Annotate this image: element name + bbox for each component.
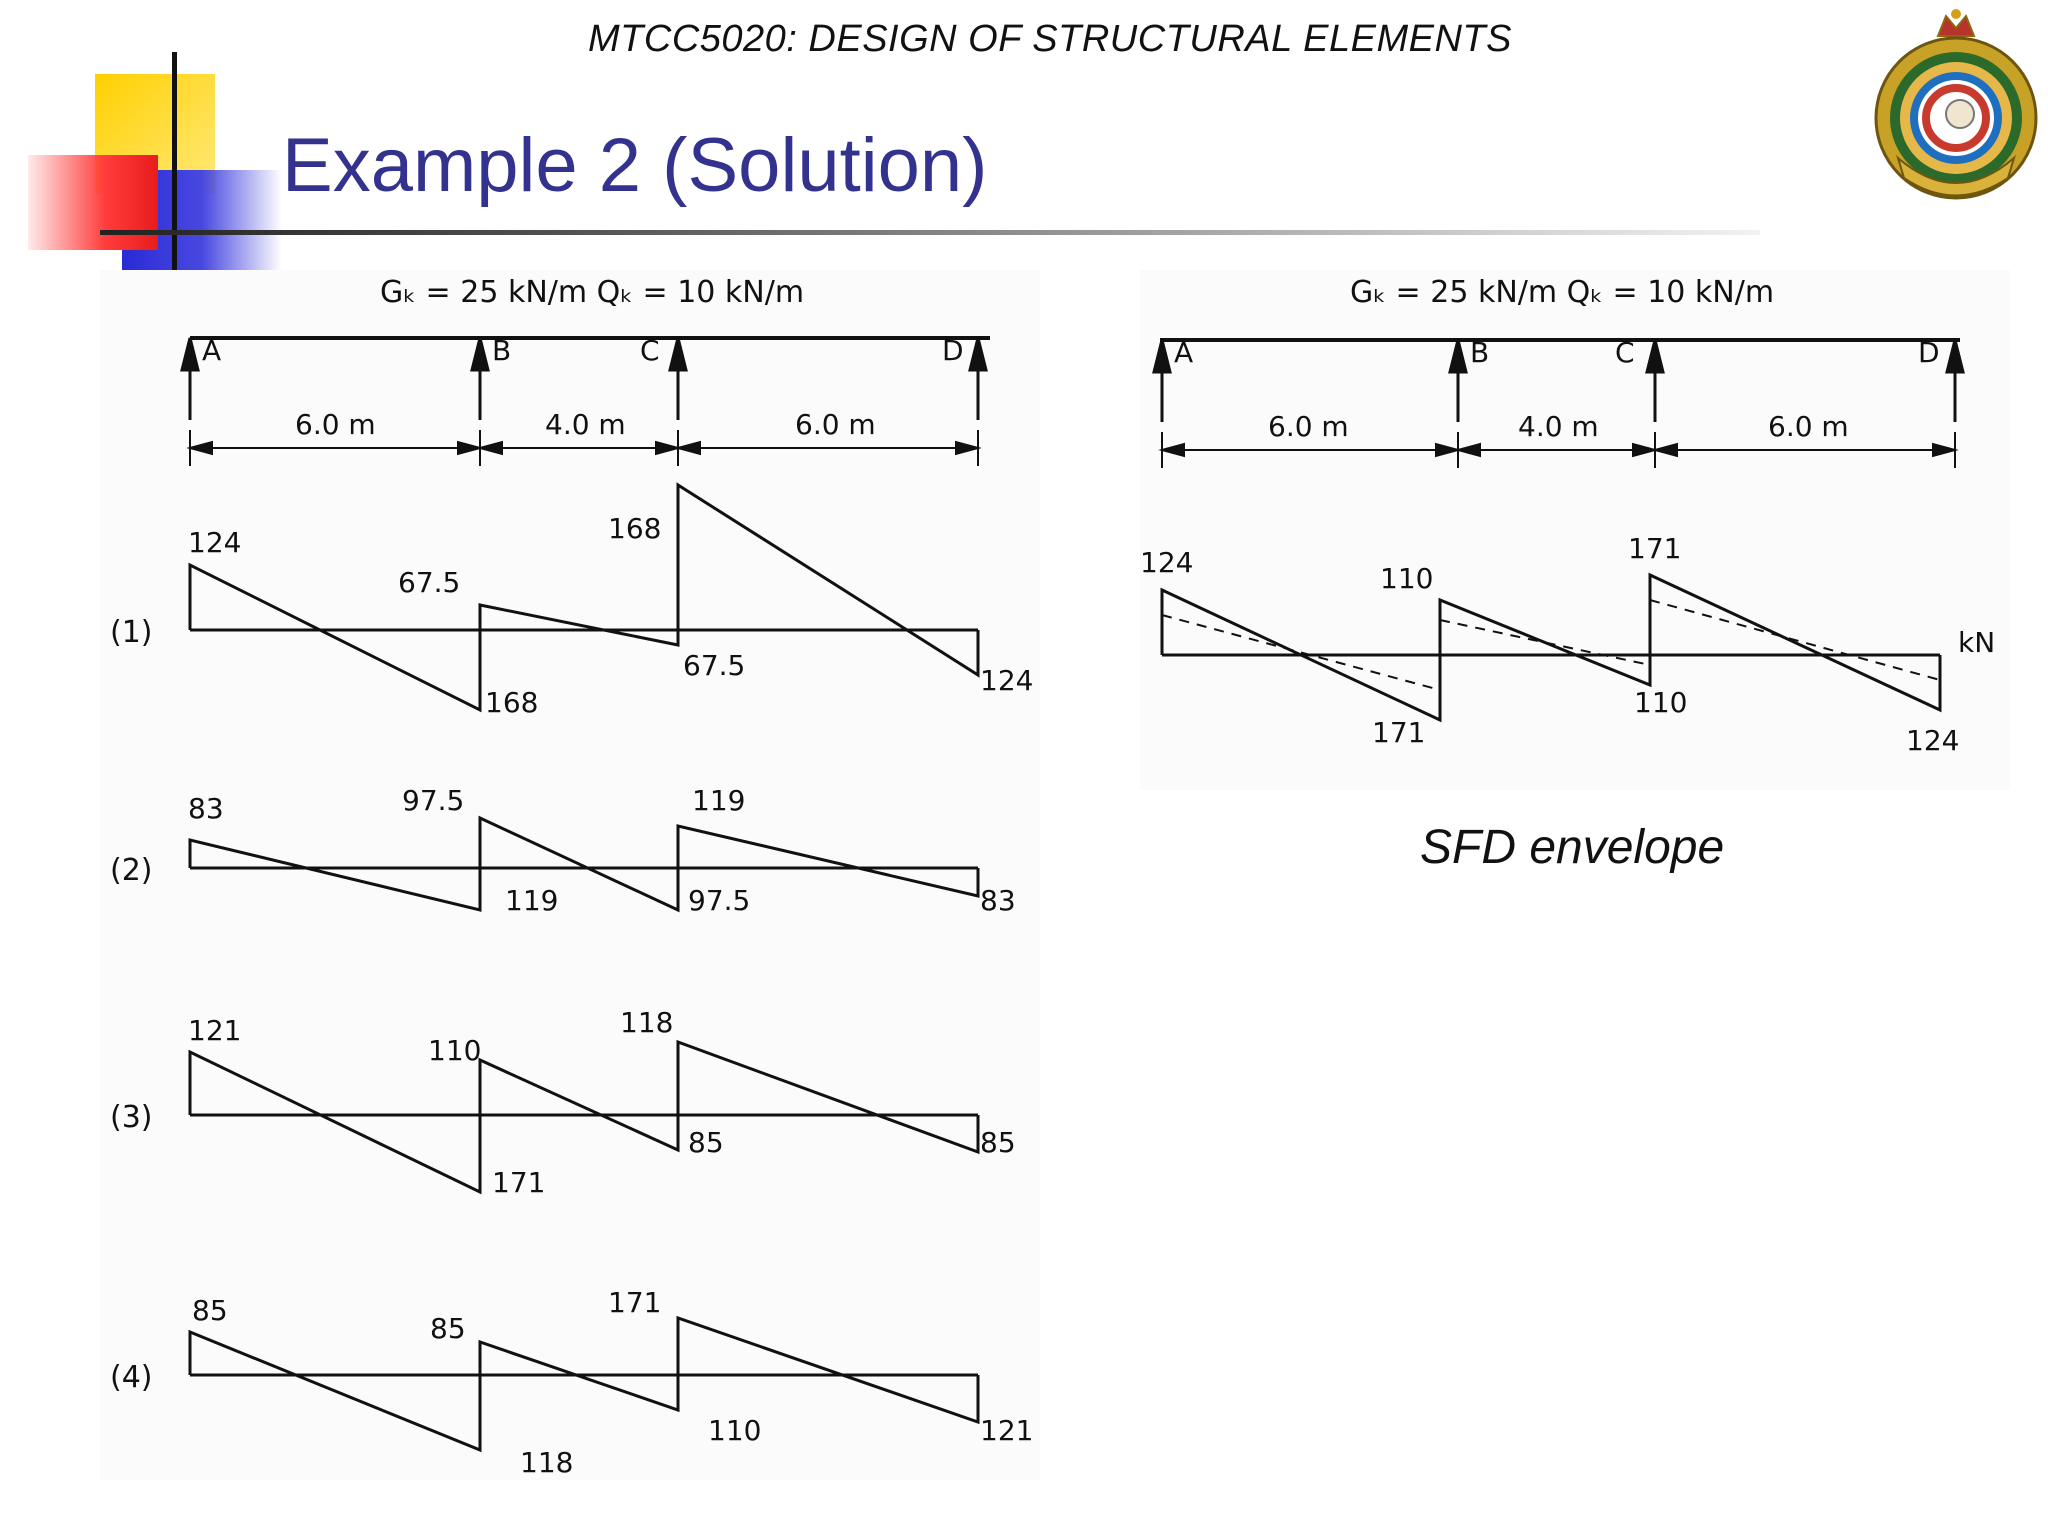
envelope-value-b-left: 171 xyxy=(1372,716,1426,749)
case-3-value-c-left: 85 xyxy=(688,1126,724,1159)
envelope-value-b-right: 110 xyxy=(1380,562,1434,595)
case-3-value-c-right: 118 xyxy=(620,1006,674,1039)
case-4-value-c-left: 110 xyxy=(708,1414,762,1447)
case-4-value-b-left: 118 xyxy=(520,1446,574,1479)
envelope-span-bc: 4.0 m xyxy=(1518,410,1599,443)
decor-vertical-line xyxy=(172,52,177,282)
case-2-value-b-right: 97.5 xyxy=(402,784,465,817)
span-bc: 4.0 m xyxy=(545,408,626,441)
case-1-value-d: 124 xyxy=(980,664,1034,697)
case-4-value-a: 85 xyxy=(192,1294,228,1327)
case-1-value-a: 124 xyxy=(188,526,242,559)
support-label-b: B xyxy=(492,334,512,367)
envelope-value-d: 124 xyxy=(1906,724,1960,757)
case-2-value-c-right: 119 xyxy=(692,784,746,817)
support-arrow-b xyxy=(472,338,488,370)
case-1-value-b-right: 67.5 xyxy=(398,566,461,599)
envelope-support-arrow-b xyxy=(1450,340,1466,372)
envelope-diagram xyxy=(1140,270,2010,790)
case-3-value-b-right: 110 xyxy=(428,1034,482,1067)
case-4-label: (4) xyxy=(110,1360,153,1395)
case-4-value-d: 121 xyxy=(980,1414,1034,1447)
sfd-case-4 xyxy=(190,1318,978,1450)
support-label-d: D xyxy=(942,334,964,367)
envelope-span-cd: 6.0 m xyxy=(1768,410,1849,443)
sfd-case-1 xyxy=(190,485,978,710)
support-label-c: C xyxy=(640,334,660,367)
decor-red-block xyxy=(28,155,158,250)
case-1-value-c-left: 67.5 xyxy=(683,649,746,682)
case-3-value-a: 121 xyxy=(188,1014,242,1047)
envelope-support-arrow-a xyxy=(1154,340,1170,372)
title-underline xyxy=(100,230,1760,235)
envelope-value-c-right: 171 xyxy=(1628,532,1682,565)
case-2-value-c-left: 97.5 xyxy=(688,884,751,917)
support-arrow-c xyxy=(670,338,686,370)
envelope-support-arrow-d xyxy=(1947,340,1963,372)
case-2-value-d: 83 xyxy=(980,884,1016,917)
support-arrow-d xyxy=(970,338,986,370)
envelope-value-c-left: 110 xyxy=(1634,686,1688,719)
envelope-caption: SFD envelope xyxy=(1420,821,1725,874)
envelope-loading-label: Gₖ = 25 kN/m Qₖ = 10 kN/m xyxy=(1350,275,1775,310)
sfd-case-3 xyxy=(190,1042,978,1192)
envelope-span-ab: 6.0 m xyxy=(1268,410,1349,443)
envelope-support-arrow-c xyxy=(1647,340,1663,372)
case-1-value-b-left: 168 xyxy=(485,686,539,719)
case-4-value-c-right: 171 xyxy=(608,1286,662,1319)
envelope-support-label-a: A xyxy=(1174,336,1194,369)
case-3-label: (3) xyxy=(110,1100,153,1135)
course-title: MTCC5020: DESIGN OF STRUCTURAL ELEMENTS xyxy=(588,18,1512,60)
envelope-value-a: 124 xyxy=(1140,546,1194,579)
case-2-value-a: 83 xyxy=(188,792,224,825)
envelope-panel xyxy=(1140,270,2010,790)
envelope-support-label-b: B xyxy=(1470,336,1490,369)
sfd-envelope xyxy=(1162,575,1940,720)
case-3-value-b-left: 171 xyxy=(492,1166,546,1199)
case-4-value-b-right: 85 xyxy=(430,1312,466,1345)
case-2-value-b-left: 119 xyxy=(505,884,559,917)
load-cases-diagram xyxy=(100,270,1040,1480)
case-2-label: (2) xyxy=(110,853,153,888)
span-cd: 6.0 m xyxy=(795,408,876,441)
load-cases-panel xyxy=(100,270,1040,1480)
envelope-support-label-c: C xyxy=(1615,336,1635,369)
support-label-a: A xyxy=(202,334,222,367)
envelope-unit: kN xyxy=(1958,626,1996,659)
slide-title: Example 2 (Solution) xyxy=(282,123,988,208)
envelope-support-label-d: D xyxy=(1918,336,1940,369)
sfd-case-2 xyxy=(190,818,978,910)
loading-label: Gₖ = 25 kN/m Qₖ = 10 kN/m xyxy=(380,275,805,310)
case-1-label: (1) xyxy=(110,615,153,650)
case-3-value-d: 85 xyxy=(980,1126,1016,1159)
case-1-value-c-right: 168 xyxy=(608,512,662,545)
emblem-logo xyxy=(1868,8,2044,204)
span-ab: 6.0 m xyxy=(295,408,376,441)
support-arrow-a xyxy=(182,338,198,370)
